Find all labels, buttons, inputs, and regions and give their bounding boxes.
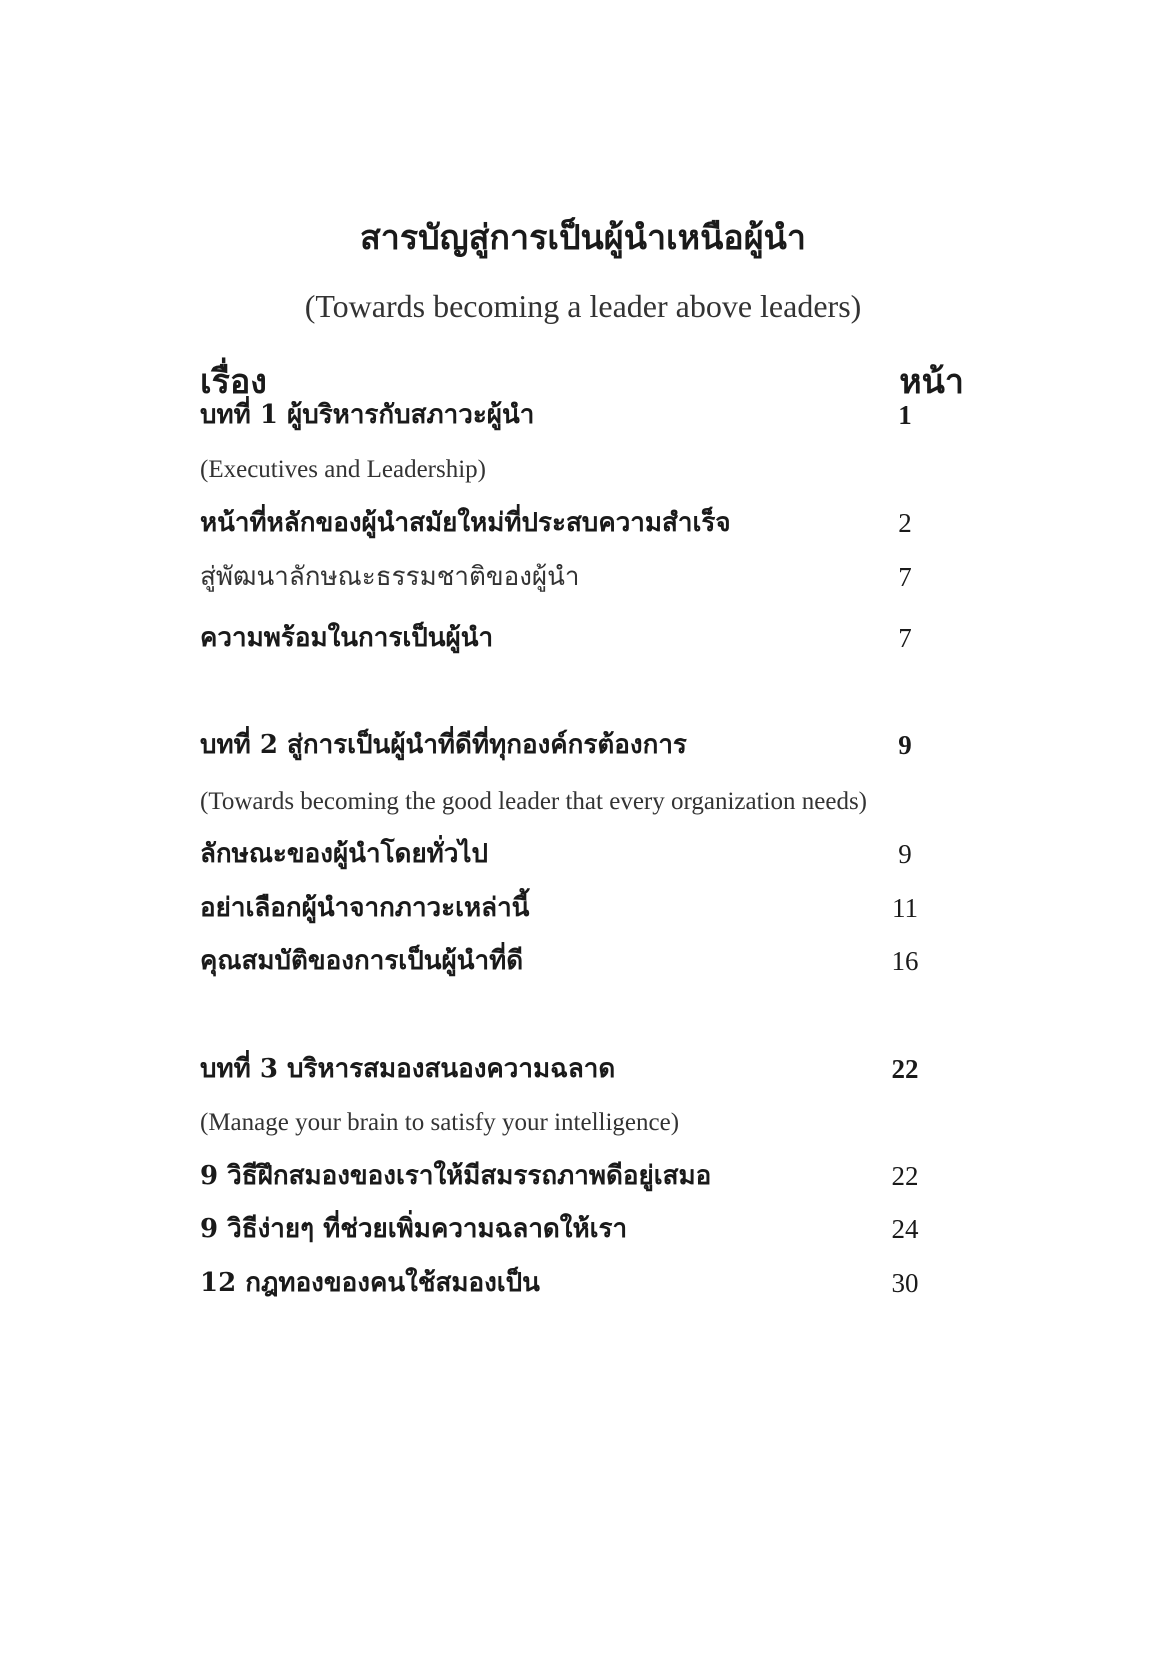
chapter-row: [200, 395, 940, 435]
section-title: หน้าที่หลักของผู้นำสมัยใหม่ที่ประสบความสำเร็จ: [200, 508, 731, 538]
section-page-number: 7: [898, 623, 912, 653]
chapter-title: บทที่ 2 สู่การเป็นผู้นำที่ดีที่ทุกองค์กรต้องการ: [200, 730, 687, 760]
chapter-page-number: 1: [898, 400, 912, 430]
chapter-english-title-row: [200, 450, 940, 490]
section-row: [200, 618, 940, 658]
page-column-header: หน้า: [899, 362, 964, 402]
chapter-english-title-row: [200, 1103, 940, 1143]
section-page-number: 2: [898, 508, 912, 538]
chapter-page-number: 9: [898, 730, 912, 760]
topic-column-header: เรื่อง: [200, 362, 267, 402]
section-title: สู่พัฒนาลักษณะธรรมชาติของผู้นำ: [200, 562, 580, 592]
page-title: สารบัญสู่การเป็นผู้นำเหนือผู้นำ: [359, 218, 806, 258]
section-page-number: 24: [891, 1214, 919, 1244]
section-title: อย่าเลือกผู้นำจากภาวะเหล่านี้: [200, 893, 530, 923]
section-row: [200, 1209, 940, 1249]
section-row: [200, 557, 940, 597]
page-subtitle: (Towards becoming a leader above leaders): [304, 288, 862, 324]
section-row: [200, 834, 940, 874]
chapter-row: [200, 725, 940, 765]
section-title: คุณสมบัติของการเป็นผู้นำที่ดี: [200, 946, 524, 976]
section-title: ลักษณะของผู้นำโดยทั่วไป: [200, 839, 488, 869]
section-row: [200, 888, 940, 928]
chapter-english-title: (Manage your brain to satisfy your intelligence): [200, 1109, 680, 1136]
section-title: 12 กฎทองของคนใช้สมองเป็น: [200, 1268, 540, 1298]
section-title: ความพร้อมในการเป็นผู้นำ: [200, 623, 494, 653]
section-page-number: 16: [891, 946, 919, 976]
section-title: 9 วิธีฝึกสมองของเราให้มีสมรรถภาพดีอยู่เสมอ: [200, 1161, 712, 1191]
section-title: 9 วิธีง่ายๆ ที่ช่วยเพิ่มความฉลาดให้เรา: [200, 1214, 628, 1244]
section-page-number: 9: [898, 839, 912, 869]
section-row: [200, 503, 940, 543]
chapter-english-title: (Executives and Leadership): [200, 456, 486, 483]
chapter-english-title-row: [200, 782, 940, 822]
chapter-title: บทที่ 3 บริหารสมองสนองความฉลาด: [200, 1054, 616, 1084]
chapter-title: บทที่ 1 ผู้บริหารกับสภาวะผู้นำ: [200, 400, 535, 430]
section-row: [200, 941, 940, 981]
section-page-number: 22: [891, 1161, 919, 1191]
chapter-row: [200, 1049, 940, 1089]
section-row: [200, 1263, 940, 1303]
section-page-number: 30: [891, 1268, 919, 1298]
section-page-number: 7: [898, 562, 912, 592]
section-row: [200, 1156, 940, 1196]
chapter-english-title: (Towards becoming the good leader that every organization needs): [200, 788, 867, 815]
section-page-number: 11: [892, 893, 918, 923]
chapter-page-number: 22: [891, 1054, 919, 1084]
